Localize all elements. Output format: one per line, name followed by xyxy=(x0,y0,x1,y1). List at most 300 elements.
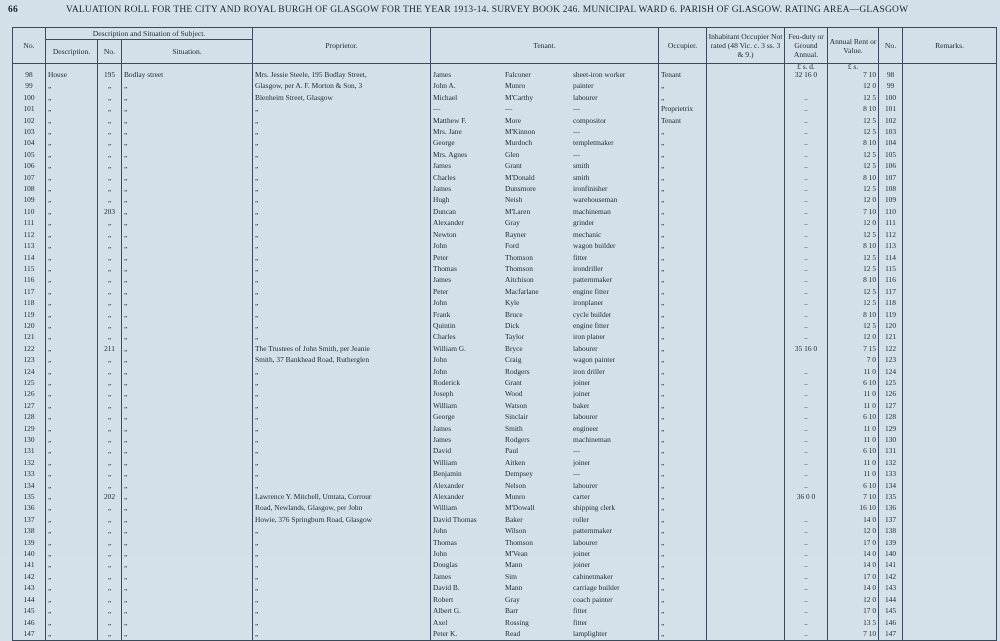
row-remarks xyxy=(903,173,997,184)
row-situation: „ xyxy=(122,492,253,503)
row-description: „ xyxy=(46,81,98,92)
row-annual-rent: 11 0 xyxy=(828,401,879,412)
tenant-entry xyxy=(433,252,588,264)
row-situation: „ xyxy=(122,389,253,400)
row-inhabitant xyxy=(707,572,785,583)
tenant-surname: Rossing xyxy=(505,617,529,627)
row-number-right: 123 xyxy=(879,355,903,366)
tenant-surname: Nelson xyxy=(505,480,526,490)
row-feu-duty: .. xyxy=(785,538,828,549)
row-number-right: 120 xyxy=(879,321,903,332)
row-inhabitant xyxy=(707,424,785,435)
row-number-right: 118 xyxy=(879,298,903,309)
row-proprietor: „ xyxy=(253,138,431,149)
row-tenant xyxy=(431,195,659,206)
row-house-number: „ xyxy=(98,435,122,446)
tenant-surname: Munro xyxy=(505,81,526,91)
tenant-surname: M'Kinnon xyxy=(505,127,536,137)
table-row xyxy=(13,344,997,355)
row-description: „ xyxy=(46,173,98,184)
row-occupier: „ xyxy=(659,538,707,549)
row-number: 128 xyxy=(13,412,46,423)
table-row xyxy=(13,367,997,378)
tenant-occupation: iron planer xyxy=(573,332,606,342)
row-description: „ xyxy=(46,446,98,457)
tenant-surname: Falconer xyxy=(505,70,531,79)
tenant-entry xyxy=(433,229,602,241)
tenant-occupation: labourer xyxy=(573,480,598,490)
row-proprietor: „ xyxy=(253,435,431,446)
row-number-right: 103 xyxy=(879,127,903,138)
tenant-entry xyxy=(433,537,598,549)
row-annual-rent: 17 0 xyxy=(828,606,879,617)
table-row xyxy=(13,538,997,549)
tenant-occupation: joiner xyxy=(573,389,591,399)
row-situation: „ xyxy=(122,503,253,514)
row-annual-rent: 12 5 xyxy=(828,116,879,127)
tenant-first-name: James xyxy=(433,161,452,171)
row-remarks xyxy=(903,150,997,161)
col-tenant: Tenant. xyxy=(431,28,659,64)
tenant-first-name: William G. xyxy=(433,343,466,353)
row-inhabitant xyxy=(707,218,785,229)
table-row xyxy=(13,195,997,206)
tenant-entry xyxy=(433,514,590,526)
row-situation: „ xyxy=(122,195,253,206)
row-house-number: „ xyxy=(98,253,122,264)
tenant-surname: Dick xyxy=(505,320,520,330)
row-feu-duty: .. xyxy=(785,93,828,104)
tenant-surname: Murdoch xyxy=(505,138,533,148)
row-inhabitant xyxy=(707,606,785,617)
row-occupier: „ xyxy=(659,458,707,469)
row-occupier: „ xyxy=(659,549,707,560)
row-tenant xyxy=(431,424,659,435)
row-occupier: „ xyxy=(659,446,707,457)
row-tenant xyxy=(431,116,659,127)
row-remarks xyxy=(903,116,997,127)
table-row xyxy=(13,298,997,309)
row-remarks xyxy=(903,161,997,172)
tenant-occupation: — xyxy=(573,104,581,114)
row-annual-rent: 14 0 xyxy=(828,583,879,594)
table-row xyxy=(13,161,997,172)
row-proprietor: Glasgow, per A. F. Morton & Son, 3 xyxy=(253,81,431,92)
tenant-first-name: Axel xyxy=(433,617,448,627)
row-remarks xyxy=(903,618,997,629)
row-number: 113 xyxy=(13,241,46,252)
row-number-right: 132 xyxy=(879,458,903,469)
row-proprietor: „ xyxy=(253,606,431,617)
row-remarks xyxy=(903,378,997,389)
tenant-surname: Watson xyxy=(505,400,527,410)
row-inhabitant xyxy=(707,355,785,366)
row-inhabitant xyxy=(707,241,785,252)
row-number-right: 102 xyxy=(879,116,903,127)
row-inhabitant xyxy=(707,446,785,457)
row-proprietor: Lawrence Y. Mitchell, Umtata, Corrour xyxy=(253,492,431,503)
row-feu-duty: .. xyxy=(785,583,828,594)
row-annual-rent: 8 10 xyxy=(828,275,879,286)
row-inhabitant xyxy=(707,503,785,514)
tenant-surname: Thomson xyxy=(505,263,533,273)
tenant-entry xyxy=(433,138,614,150)
tenant-occupation: painter xyxy=(573,81,594,91)
row-tenant xyxy=(431,230,659,241)
row-number: 137 xyxy=(13,515,46,526)
row-number: 143 xyxy=(13,583,46,594)
tenant-first-name: Charles xyxy=(433,332,456,342)
row-situation: „ xyxy=(122,298,253,309)
row-occupier: „ xyxy=(659,401,707,412)
row-number-right: 100 xyxy=(879,93,903,104)
row-tenant xyxy=(431,458,659,469)
row-house-number: „ xyxy=(98,549,122,560)
row-feu-duty: 32 16 0 xyxy=(785,70,828,81)
row-remarks xyxy=(903,629,997,641)
table-row xyxy=(13,207,997,218)
row-number-right: 133 xyxy=(879,469,903,480)
row-annual-rent: 17 0 xyxy=(828,572,879,583)
table-row xyxy=(13,150,997,161)
row-proprietor: Smith, 37 Bankhead Road, Rutherglen xyxy=(253,355,431,366)
row-tenant xyxy=(431,595,659,606)
tenant-surname: Wilson xyxy=(505,526,527,536)
tenant-occupation: wagon painter xyxy=(573,355,616,365)
row-situation: „ xyxy=(122,446,253,457)
table-row xyxy=(13,424,997,435)
row-proprietor: „ xyxy=(253,161,431,172)
row-proprietor: The Trustees of John Smith, per Jeanie xyxy=(253,344,431,355)
tenant-occupation: labourer xyxy=(573,343,598,353)
tenant-entry xyxy=(433,560,591,572)
col-description-group: Description and Situation of Subject. xyxy=(46,28,253,40)
row-occupier: „ xyxy=(659,595,707,606)
row-number-right: 109 xyxy=(879,195,903,206)
row-description: „ xyxy=(46,538,98,549)
row-proprietor: „ xyxy=(253,389,431,400)
row-occupier: „ xyxy=(659,207,707,218)
row-feu-duty: .. xyxy=(785,606,828,617)
row-tenant xyxy=(431,378,659,389)
row-feu-duty: .. xyxy=(785,526,828,537)
tenant-surname: Bruce xyxy=(505,309,523,319)
row-inhabitant xyxy=(707,138,785,149)
tenant-surname: Bryce xyxy=(505,343,523,353)
tenant-occupation: sheet-iron worker xyxy=(573,70,626,79)
row-situation: „ xyxy=(122,401,253,412)
row-feu-duty: .. xyxy=(785,367,828,378)
tenant-entry xyxy=(433,585,620,594)
table-row xyxy=(13,332,997,343)
row-house-number: „ xyxy=(98,378,122,389)
row-inhabitant xyxy=(707,184,785,195)
row-situation: „ xyxy=(122,332,253,343)
row-annual-rent: 12 5 xyxy=(828,298,879,309)
row-annual-rent: 8 10 xyxy=(828,104,879,115)
row-remarks xyxy=(903,583,997,594)
row-house-number: „ xyxy=(98,298,122,309)
row-number-right: 125 xyxy=(879,378,903,389)
row-feu-duty: .. xyxy=(785,127,828,138)
row-proprietor: „ xyxy=(253,104,431,115)
row-proprietor: „ xyxy=(253,253,431,264)
row-number: 121 xyxy=(13,332,46,343)
tenant-occupation: lamplighter xyxy=(573,628,608,638)
table-row xyxy=(13,583,997,594)
row-annual-rent: 7 15 xyxy=(828,344,879,355)
row-remarks xyxy=(903,492,997,503)
row-house-number: „ xyxy=(98,321,122,332)
row-number: 103 xyxy=(13,127,46,138)
tenant-occupation: machineman xyxy=(573,206,611,216)
row-tenant xyxy=(431,298,659,309)
row-annual-rent: 12 5 xyxy=(828,184,879,195)
row-description: „ xyxy=(46,481,98,492)
tenant-surname: Wood xyxy=(505,389,523,399)
row-number-right: 111 xyxy=(879,218,903,229)
row-situation: „ xyxy=(122,81,253,92)
row-feu-duty: .. xyxy=(785,173,828,184)
row-situation: „ xyxy=(122,264,253,275)
row-feu-duty: .. xyxy=(785,595,828,606)
row-tenant xyxy=(431,629,659,641)
row-situation: „ xyxy=(122,629,253,641)
row-inhabitant xyxy=(707,458,785,469)
row-annual-rent: 13 5 xyxy=(828,618,879,629)
table-row xyxy=(13,572,997,583)
row-inhabitant xyxy=(707,344,785,355)
row-number: 116 xyxy=(13,275,46,286)
table-row xyxy=(13,606,997,617)
tenant-occupation: patternmaker xyxy=(573,275,613,285)
row-inhabitant xyxy=(707,560,785,571)
row-description: „ xyxy=(46,560,98,571)
row-proprietor: Mrs. Jessie Steele, 195 Bodlay Street, xyxy=(253,70,431,81)
row-occupier: „ xyxy=(659,389,707,400)
row-situation: Bodlay street xyxy=(122,70,253,81)
row-tenant xyxy=(431,138,659,149)
tenant-first-name: Peter K. xyxy=(433,628,458,638)
row-number-right: 144 xyxy=(879,595,903,606)
row-number: 104 xyxy=(13,138,46,149)
row-annual-rent: 6 10 xyxy=(828,412,879,423)
row-feu-duty: .. xyxy=(785,458,828,469)
row-annual-rent: 8 10 xyxy=(828,241,879,252)
tenant-first-name: Roderick xyxy=(433,377,461,387)
tenant-first-name: Quintin xyxy=(433,320,456,330)
row-tenant xyxy=(431,161,659,172)
row-tenant xyxy=(431,469,659,480)
row-proprietor: „ xyxy=(253,378,431,389)
tenant-entry xyxy=(433,471,580,480)
row-proprietor: „ xyxy=(253,173,431,184)
tenant-entry xyxy=(433,357,615,366)
tenant-surname: Macfarlane xyxy=(505,286,539,296)
row-house-number: „ xyxy=(98,81,122,92)
tenant-occupation: — xyxy=(573,127,581,137)
tenant-entry xyxy=(433,263,603,275)
row-description: „ xyxy=(46,310,98,321)
row-description: „ xyxy=(46,378,98,389)
table-row xyxy=(13,446,997,457)
row-number-right: 136 xyxy=(879,503,903,514)
row-annual-rent: 16 10 xyxy=(828,503,879,514)
tenant-entry xyxy=(433,72,625,81)
row-occupier: „ xyxy=(659,435,707,446)
row-annual-rent: 12 5 xyxy=(828,161,879,172)
row-feu-duty: .. xyxy=(785,412,828,423)
tenant-first-name: Joseph xyxy=(433,389,454,399)
row-inhabitant xyxy=(707,321,785,332)
row-inhabitant xyxy=(707,549,785,560)
row-feu-duty: .. xyxy=(785,218,828,229)
row-feu-duty: .. xyxy=(785,275,828,286)
row-annual-rent: 12 0 xyxy=(828,81,879,92)
col-no: No. xyxy=(13,28,46,64)
tenant-entry xyxy=(433,206,611,218)
row-number-right: 115 xyxy=(879,264,903,275)
row-occupier: „ xyxy=(659,253,707,264)
row-tenant xyxy=(431,446,659,457)
row-description: „ xyxy=(46,355,98,366)
row-number-right: 141 xyxy=(879,560,903,571)
tenant-entry xyxy=(433,608,587,617)
row-occupier: „ xyxy=(659,93,707,104)
row-feu-duty: .. xyxy=(785,184,828,195)
tenant-occupation: cabinetmaker xyxy=(573,571,613,581)
tenant-entry xyxy=(433,220,594,229)
row-situation: „ xyxy=(122,595,253,606)
row-feu-duty: .. xyxy=(785,332,828,343)
tenant-first-name: James xyxy=(433,70,452,79)
row-inhabitant xyxy=(707,492,785,503)
row-occupier: „ xyxy=(659,195,707,206)
row-remarks xyxy=(903,241,997,252)
row-annual-rent: 6 10 xyxy=(828,378,879,389)
row-situation: „ xyxy=(122,560,253,571)
row-situation: „ xyxy=(122,549,253,560)
row-remarks xyxy=(903,606,997,617)
row-occupier: „ xyxy=(659,81,707,92)
tenant-entry xyxy=(433,92,598,104)
row-annual-rent: 11 0 xyxy=(828,469,879,480)
row-number-right: 124 xyxy=(879,367,903,378)
row-proprietor: „ xyxy=(253,367,431,378)
page-header xyxy=(0,4,1000,20)
row-feu-duty: .. xyxy=(785,298,828,309)
row-proprietor: „ xyxy=(253,595,431,606)
row-number-right: 98 xyxy=(879,70,903,81)
table-row xyxy=(13,481,997,492)
tenant-entry xyxy=(433,437,611,446)
row-number-right: 121 xyxy=(879,332,903,343)
row-house-number: „ xyxy=(98,195,122,206)
row-annual-rent: 6 10 xyxy=(828,481,879,492)
row-proprietor: „ xyxy=(253,412,431,423)
row-situation: „ xyxy=(122,275,253,286)
tenant-first-name: John xyxy=(433,549,447,559)
tenant-surname: Mann xyxy=(505,583,523,593)
row-inhabitant xyxy=(707,116,785,127)
tenant-first-name: Charles xyxy=(433,172,456,182)
row-annual-rent: 17 0 xyxy=(828,538,879,549)
row-house-number: „ xyxy=(98,173,122,184)
row-inhabitant xyxy=(707,412,785,423)
row-number-right: 119 xyxy=(879,310,903,321)
row-feu-duty: .. xyxy=(785,572,828,583)
row-description: „ xyxy=(46,344,98,355)
tenant-occupation: labourer xyxy=(573,537,598,547)
row-situation: „ xyxy=(122,458,253,469)
row-number: 102 xyxy=(13,116,46,127)
row-description: „ xyxy=(46,424,98,435)
row-feu-duty: .. xyxy=(785,481,828,492)
row-proprietor: „ xyxy=(253,150,431,161)
row-remarks xyxy=(903,549,997,560)
row-number-right: 147 xyxy=(879,629,903,641)
tenant-occupation: joiner xyxy=(573,377,591,387)
row-house-number: „ xyxy=(98,184,122,195)
tenant-surname: More xyxy=(505,115,522,125)
table-row xyxy=(13,116,997,127)
row-number: 142 xyxy=(13,572,46,583)
row-tenant xyxy=(431,503,659,514)
row-inhabitant xyxy=(707,595,785,606)
row-number: 100 xyxy=(13,93,46,104)
tenant-entry xyxy=(433,628,608,640)
tenant-occupation: templetmaker xyxy=(573,138,614,148)
col-occupier: Occupier. xyxy=(659,28,707,64)
row-annual-rent: 6 10 xyxy=(828,446,879,457)
row-occupier: „ xyxy=(659,367,707,378)
row-feu-duty: .. xyxy=(785,618,828,629)
row-annual-rent: 7 10 xyxy=(828,492,879,503)
row-number: 131 xyxy=(13,446,46,457)
row-number: 118 xyxy=(13,298,46,309)
row-number-right: 128 xyxy=(879,412,903,423)
table-row xyxy=(13,458,997,469)
rent-units: £ s. xyxy=(828,64,879,71)
row-remarks xyxy=(903,367,997,378)
row-house-number: 202 xyxy=(98,492,122,503)
row-situation: „ xyxy=(122,538,253,549)
row-occupier: „ xyxy=(659,230,707,241)
row-occupier: „ xyxy=(659,560,707,571)
row-situation: „ xyxy=(122,93,253,104)
tenant-occupation: smith xyxy=(573,161,590,171)
table-row xyxy=(13,560,997,571)
tenant-entry xyxy=(433,309,612,321)
row-house-number: „ xyxy=(98,104,122,115)
row-description: „ xyxy=(46,629,98,641)
row-situation: „ xyxy=(122,150,253,161)
row-proprietor: „ xyxy=(253,264,431,275)
row-feu-duty: .. xyxy=(785,446,828,457)
row-house-number: „ xyxy=(98,560,122,571)
row-description: „ xyxy=(46,161,98,172)
tenant-occupation: joiner xyxy=(573,549,591,559)
page-number: 66 xyxy=(8,5,18,15)
row-annual-rent: 11 0 xyxy=(828,389,879,400)
col-description: Description. xyxy=(46,40,98,64)
tenant-occupation: — xyxy=(573,446,581,456)
row-number: 107 xyxy=(13,173,46,184)
row-proprietor: „ xyxy=(253,538,431,549)
table-row xyxy=(13,618,997,629)
row-inhabitant xyxy=(707,264,785,275)
row-situation: „ xyxy=(122,572,253,583)
